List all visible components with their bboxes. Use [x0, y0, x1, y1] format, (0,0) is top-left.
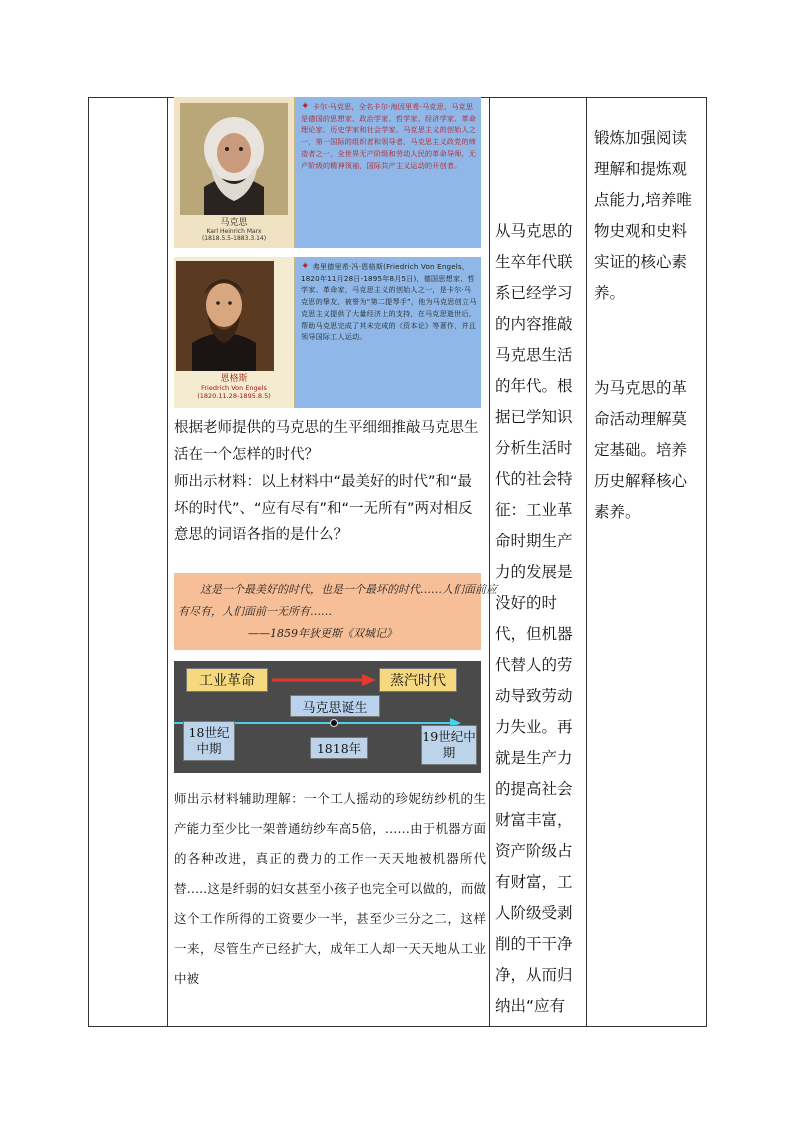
industrial-revolution-label: 工业革命	[186, 668, 268, 692]
auxiliary-material-paragraph: 师出示材料辅助理解：一个工人摇动的珍妮纺纱机的生产能力至少比一架普通纺纱车高5倍，……由于机器方面的各种改进，真正的费力的工作一天天地被机器所代替…..这是纤弱的妇女甚至小孩子也完全可以做的，而做这个工作所得的工资要少一半，甚至少三分之二，这样一来，尽管生产已经扩大，成年工人却一天天地从工业中被	[174, 791, 486, 986]
column-divider-1	[167, 97, 168, 1027]
material-paragraph: 师出示材料：以上材料中“最美好的时代”和“最坏的时代”、“应有尽有”和“一无所有”两对相反意思的词语各指的是什么？	[174, 474, 473, 544]
engels-caption	[174, 371, 294, 400]
marx-card	[174, 97, 481, 248]
marx-born-label: 马克思诞生	[290, 695, 380, 717]
steam-age-label: 蒸汽时代	[379, 668, 457, 692]
engels-caption-name: 恩格斯	[220, 374, 248, 384]
engels-bio	[301, 261, 478, 343]
star-icon: ✦	[301, 101, 310, 112]
quote-line-1: 这是一个最美好的时代，也是一个最坏的时代……人们面前应	[200, 583, 497, 596]
table-border-right	[706, 97, 707, 1027]
engels-bio-text: 弗里德里希·冯·恩格斯(Friedrich Von Engels，1820年11月28日-1895年8月5日)，德国思想家、哲学家、革命家，马克思主义的创始人之一，是卡尔·马克思的挚友，被誉为“第二提琴手”，他为马克思创立马克思主义提供了大量经济上的支持，在马克思逝世后，帮助马克思完成了其未完成的《资本论》等著作，并且领导国际工人运动。	[301, 262, 477, 342]
timeline-start-label: 18世纪中期	[183, 721, 235, 761]
arrow-right-icon	[272, 674, 376, 686]
marx-caption-name: 马克思	[220, 218, 248, 228]
marx-caption-dates: (1818.5.5-1883.3.14)	[201, 235, 267, 242]
marx-bio	[301, 101, 478, 171]
engels-caption-dates: (1820.11.28-1895.8.5)	[197, 392, 271, 400]
student-activity-text: 从马克思的生卒年代联系已经学习的内容推敲马克思生活的年代。根据已学知识分析生活时代的社会特征：工业革命时期生产力的发展是没好的时代，但机器代替人的劳动导致劳动力失业。再就是生产力的提高社会财富丰富，资产阶级占有财富，工人阶级受剥削的干干净净，从而归纳出“应有	[495, 222, 573, 1015]
column-divider-2	[489, 97, 490, 1027]
marx-bio-text: 卡尔·马克思，全名卡尔·海因里希·马克思，马克思是德国的思想家、政治学家、哲学家、经济学家、革命理论家、历史学家和社会学家。马克思主义的创始人之一，第一国际的组织者和领导者，马克思主义政党的缔造者之一，全世界无产阶级和劳动人民的革命导师，无产阶级的精神领袖，国际共产主义运动的开创者。	[301, 102, 477, 170]
timeline-diagram	[174, 661, 481, 773]
engels-caption-english: Friedrich Von Engels	[201, 384, 267, 392]
quote-box	[174, 573, 497, 650]
design-intent-text-1: 锻炼加强阅读理解和提炼观点能力,培养唯物史观和史料实证的核心素养。	[594, 129, 692, 302]
marx-caption	[174, 215, 294, 242]
table-border-left	[88, 97, 89, 1027]
question-paragraph: 根据老师提供的马克思的生平细细推敲马克思生活在一个怎样的时代？	[174, 420, 479, 463]
design-intent-text-2: 为马克思的革命活动理解莫定基础。培养历史解释核心素养。	[594, 379, 688, 521]
marx-caption-english: Karl Heinrich Marx	[206, 228, 262, 235]
star-icon: ✦	[301, 261, 310, 272]
quote-source: ——1859年狄更斯《双城记》	[248, 627, 397, 640]
column-divider-3	[586, 97, 587, 1027]
quote-line-2: 有尽有，人们面前一无所有……	[178, 605, 332, 618]
engels-card	[174, 257, 481, 408]
table-border-bottom	[88, 1026, 707, 1027]
timeline-1818-label: 1818年	[310, 737, 368, 759]
timeline-end-label: 19世纪中期	[421, 725, 477, 765]
